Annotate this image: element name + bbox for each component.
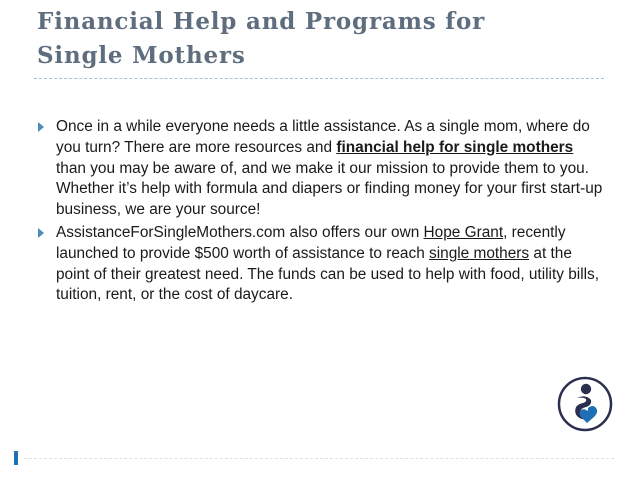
bullet-list — [38, 117, 606, 306]
bullet-2-text-c: at the point of their greatest need. The funds can be used to help with food, utility bills, tuition, rent, or the cost of daycare. — [56, 244, 600, 304]
slide-title — [37, 5, 617, 73]
bullet-2-text-b: , recently launched to provide $500 worth of assistance to reach — [56, 223, 566, 262]
corner-accent-bar — [14, 451, 18, 465]
slide-title-line-1: Financial Help and Programs for — [37, 8, 486, 35]
hope-grant-link[interactable]: Hope Grant — [423, 223, 504, 241]
title-divider — [34, 78, 604, 79]
bullet-item-1 — [38, 117, 606, 221]
bullet-2-text-a: AssistanceForSingleMothers.com also offers our own — [56, 223, 424, 241]
bullet-1-text-b: than you may be aware of, and we make it our mission to provide them to you. Whether it’s help with formula and diapers or finding money for your first start-up business, we are your source! — [56, 159, 603, 219]
triangle-bullet-icon — [38, 122, 44, 132]
triangle-bullet-icon — [38, 228, 44, 238]
footer-divider — [24, 458, 614, 459]
bullet-1-text-a: Once in a while everyone needs a little assistance. As a single mom, where do you turn? There are more resources and — [56, 118, 590, 156]
financial-help-link[interactable]: financial help for single mothers — [336, 138, 574, 156]
single-mothers-link[interactable]: single mothers — [429, 244, 530, 262]
bullet-item-2 — [38, 223, 606, 306]
slide-title-line-2: Single Mothers — [37, 42, 246, 69]
heart-figure-logo — [557, 376, 613, 432]
